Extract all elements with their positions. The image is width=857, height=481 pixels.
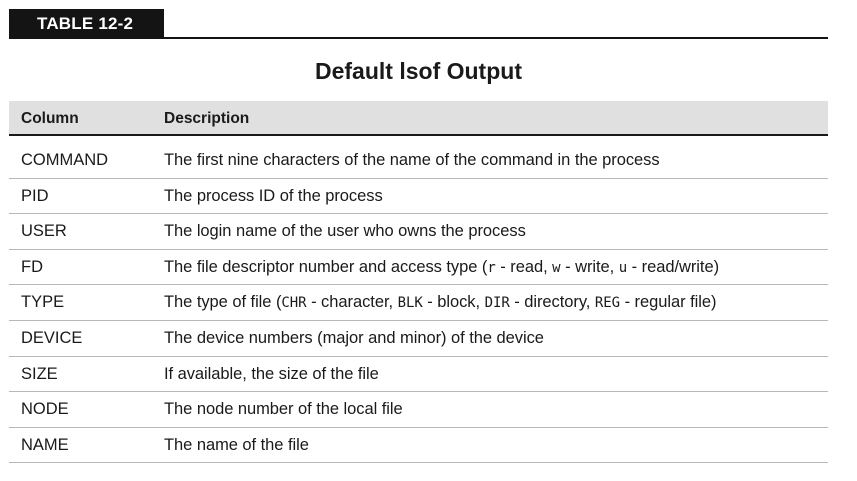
table-label: TABLE 12-2 [9, 9, 164, 38]
cell-column: PID [21, 186, 49, 205]
header-column: Column [21, 110, 79, 127]
table-row [9, 357, 828, 393]
cell-description: The first nine characters of the name of the command in the process [164, 151, 660, 169]
cell-description: The type of file (CHR - character, BLK - block, DIR - directory, REG - regular file) [164, 293, 717, 312]
cell-description: If available, the size of the file [164, 364, 379, 383]
top-rule [9, 37, 828, 39]
table-row [9, 143, 828, 179]
cell-column: USER [21, 222, 67, 241]
cell-column: TYPE [21, 293, 65, 312]
table-row [9, 285, 828, 321]
cell-description: The node number of the local file [164, 400, 403, 419]
cell-column: FD [21, 257, 43, 276]
table-row [9, 428, 828, 464]
table-header-row [9, 101, 828, 136]
cell-description: The device numbers (major and minor) of the device [164, 328, 544, 347]
cell-column: SIZE [21, 364, 58, 383]
table-row [9, 214, 828, 250]
cell-column: DEVICE [21, 328, 83, 347]
cell-description: The login name of the user who owns the process [164, 222, 526, 241]
table-body [9, 143, 828, 463]
table-row [9, 392, 828, 428]
header-description: Description [164, 110, 250, 127]
cell-description: The process ID of the process [164, 186, 383, 205]
cell-column: NAME [21, 435, 69, 454]
cell-description: The name of the file [164, 435, 309, 454]
cell-column: NODE [21, 400, 69, 419]
cell-column: COMMAND [21, 151, 109, 169]
table-row [9, 179, 828, 215]
table-title: Default lsof Output [315, 58, 522, 84]
cell-description: The file descriptor number and access type (r - read, w - write, u - read/write) [164, 257, 720, 276]
table-row [9, 250, 828, 286]
table-row [9, 321, 828, 357]
